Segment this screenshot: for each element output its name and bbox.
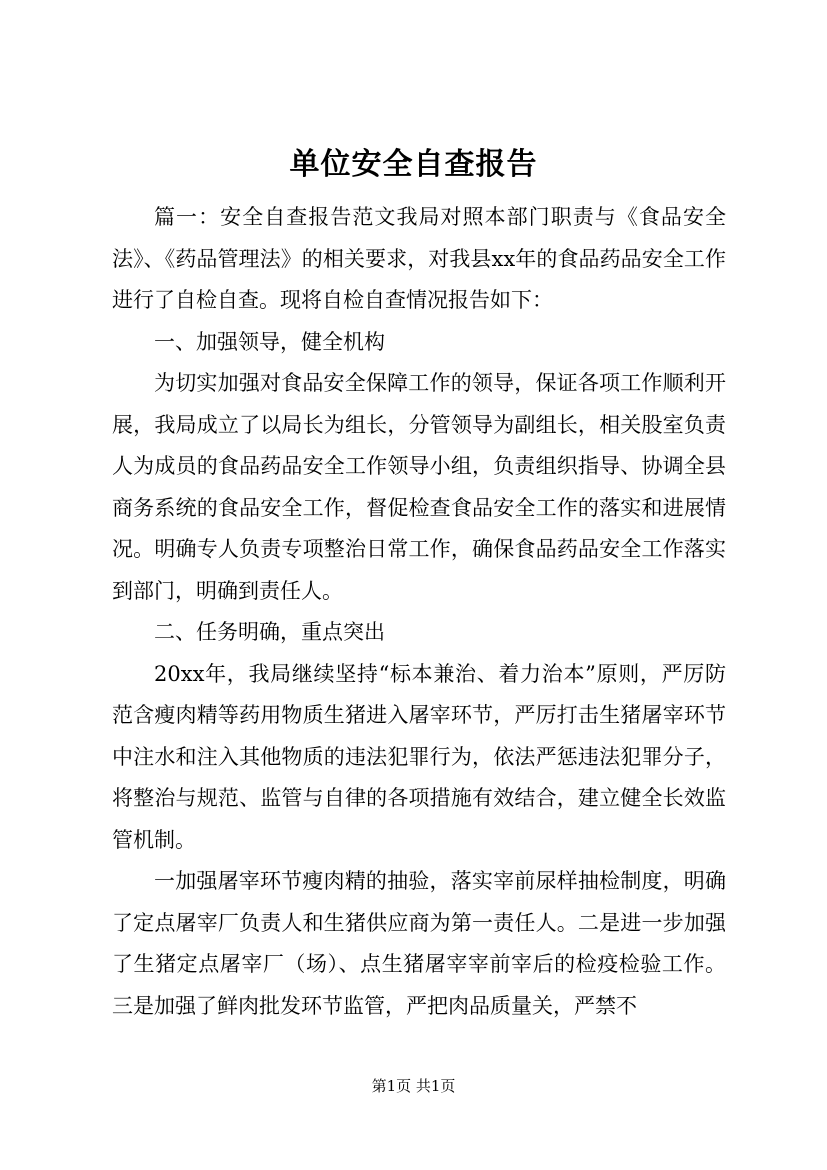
paragraph: 篇一：安全自查报告范文我局对照本部门职责与《食品安全法》、《药品管理法》的相关要求，对我县xx年的食品药品安全工作进行了自检自查。现将自检自查情况报告如下： — [112, 205, 726, 312]
document-title: 单位安全自查报告 — [289, 147, 538, 182]
paragraph: 一加强屠宰环节瘦肉精的抽验，落实宰前尿样抽检制度，明确了定点屠宰厂负责人和生猪供应商为第一责任人。二是进一步加强了生猪定点屠宰厂（场）、点生猪屠宰宰前宰后的检疫检验工作。三是加强了鲜肉批发环节监管，严把肉品质量关，严禁不 — [112, 869, 726, 1018]
section-heading: 二、任务明确，重点突出 — [154, 620, 385, 644]
paragraph: 为切实加强对食品安全保障工作的领导，保证各项工作顺利开展，我局成立了以局长为组长，分管领导为副组长，相关股室负责人为成员的食品药品安全工作领导小组，负责组织指导、协调全县商务系统的食品安全工作，督促检查食品安全工作的落实和进展情况。明确专人负责专项整治日常工作，确保食品药品安全工作落实到部门，明确到责任人。 — [112, 371, 726, 603]
paragraph: 20xx年，我局继续坚持“标本兼治、着力治本”原则，严厉防范含瘦肉精等药用物质生猪进入屠宰环节，严厉打击生猪屠宰环节中注水和注入其他物质的违法犯罪行为，依法严惩违法犯罪分子，将整治与规范、监管与自律的各项措施有效结合，建立健全长效监管机制。 — [112, 661, 726, 852]
document-body — [112, 197, 726, 1027]
section-heading: 一、加强领导，健全机构 — [154, 329, 385, 354]
page-footer — [0, 1076, 827, 1096]
page-number: 第1页 共1页 — [371, 1077, 456, 1095]
